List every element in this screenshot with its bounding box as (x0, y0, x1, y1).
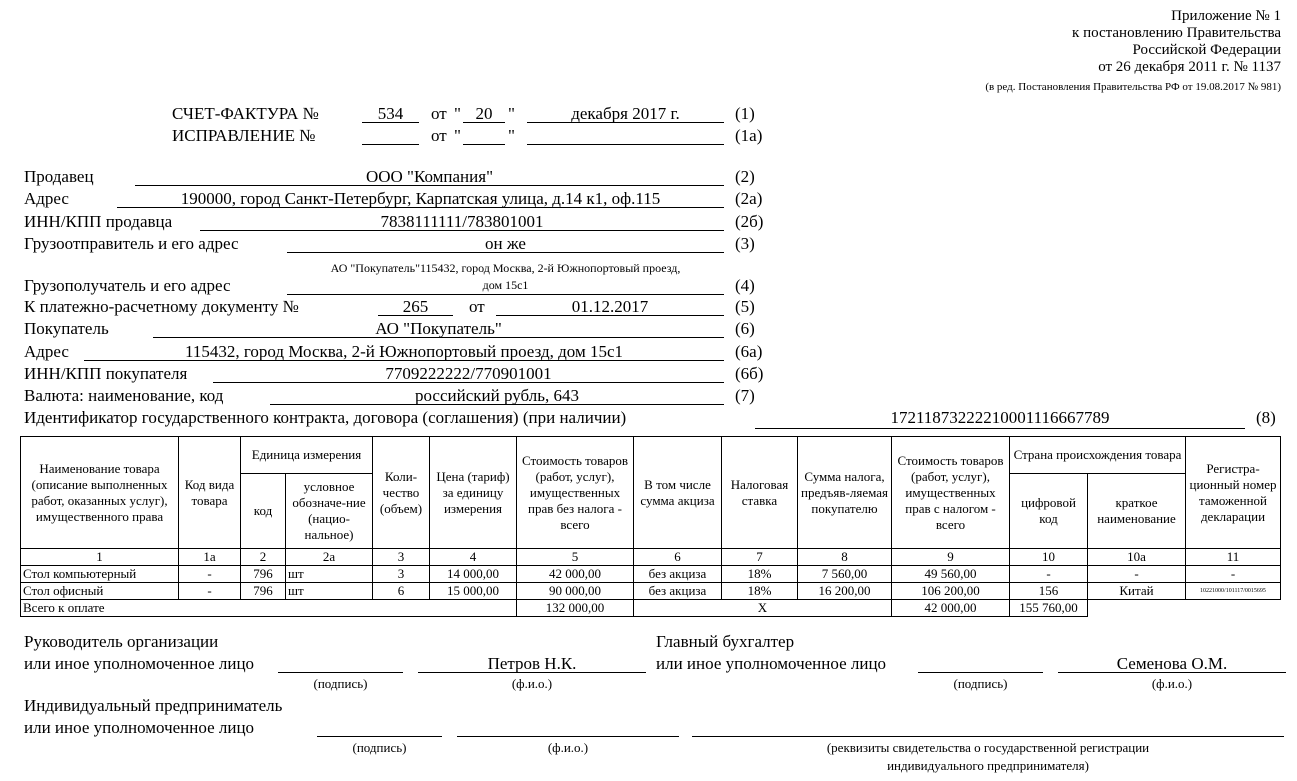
buyer-inn-code: (6б) (735, 364, 764, 383)
cell-country-code: 156 (1010, 583, 1088, 600)
ip-fio-line (457, 736, 679, 737)
accountant-signature-caption: (подпись) (953, 676, 1008, 691)
appendix-line-4: от 26 декабря 2011 г. № 1137 (1098, 59, 1281, 75)
table-row (21, 566, 1281, 583)
invoice-number: 534 (377, 104, 404, 123)
cell-unit-name: шт (286, 583, 373, 600)
table-row (21, 583, 1281, 600)
payment-doc-number: 265 (402, 297, 429, 316)
total-cost: 132 000,00 (517, 600, 634, 617)
col-header-unit: Единица измерения (241, 437, 373, 474)
seller-address-value: 190000, город Санкт-Петербург, Карпатская улица, д.14 к1, оф.115 (180, 189, 661, 208)
contract-code: (8) (1256, 408, 1276, 427)
cell-price: 14 000,00 (430, 566, 517, 583)
col-header-country-name: краткое наименование (1088, 474, 1186, 549)
seller-value: ООО "Компания" (365, 167, 494, 186)
cell-cost: 42 000,00 (517, 566, 634, 583)
shipper-value: он же (485, 234, 526, 253)
col-number: 5 (517, 549, 634, 566)
col-header-cost: Стоимость товаров (работ, услуг), имущественных прав без налога - всего (517, 437, 634, 549)
correction-quote-open: " (454, 126, 461, 145)
col-number: 1 (21, 549, 179, 566)
col-number: 11 (1186, 549, 1281, 566)
col-number: 2а (286, 549, 373, 566)
ip-label-2: или иное уполномоченное лицо (24, 718, 255, 737)
cell-country-name: - (1088, 566, 1186, 583)
col-number: 1а (179, 549, 241, 566)
ip-fio-caption: (ф.и.о.) (547, 740, 589, 755)
col-header-country: Страна происхождения товара (1010, 437, 1186, 474)
seller-address-code: (2а) (735, 189, 763, 208)
cell-unit-code: 796 (241, 566, 286, 583)
cell-customs: - (1186, 566, 1281, 583)
invoice-quote-open: " (454, 104, 461, 123)
col-header-price: Цена (тариф) за единицу измерения (430, 437, 517, 549)
appendix-line-2: к постановлению Правительства (1072, 25, 1281, 41)
head-label-2: или иное уполномоченное лицо (24, 654, 255, 673)
head-signature-caption: (подпись) (313, 676, 368, 691)
seller-address-label: Адрес (24, 189, 69, 208)
buyer-code: (6) (735, 319, 755, 338)
invoice-table (20, 436, 1281, 617)
appendix-title: Приложение № 1 (1171, 8, 1281, 24)
cell-country-name: Китай (1088, 583, 1186, 600)
total-label: Всего к оплате (21, 600, 517, 617)
contract-label: Идентификатор государственного контракта, договора (соглашения) (при наличии) (24, 408, 627, 427)
shipper-code: (3) (735, 234, 755, 253)
buyer-address-label: Адрес (24, 342, 69, 361)
cell-rate: 18% (722, 583, 798, 600)
buyer-inn-value: 7709222222/770901001 (385, 364, 552, 383)
column-numbers-row (21, 549, 1281, 566)
col-number: 7 (722, 549, 798, 566)
payment-doc-ot: от (469, 297, 485, 316)
seller-inn-code: (2б) (735, 212, 764, 231)
currency-code: (7) (735, 386, 755, 405)
cell-kind: - (179, 566, 241, 583)
col-number: 6 (634, 549, 722, 566)
accountant-label-1: Главный бухгалтер (656, 632, 795, 651)
seller-inn-label: ИНН/КПП продавца (24, 212, 173, 231)
invoice-quote-close: " (508, 104, 515, 123)
invoice-code: (1) (735, 104, 755, 123)
payment-doc-label: К платежно-расчетному документу № (24, 297, 299, 316)
invoice-month-year: декабря 2017 г. (571, 104, 680, 123)
consignee-value-line1: АО "Покупатель"115432, город Москва, 2-й Южнопортовый проезд, (330, 261, 681, 275)
col-header-country-code: цифровой код (1010, 474, 1088, 549)
cell-kind: - (179, 583, 241, 600)
invoice-day: 20 (475, 104, 493, 123)
accountant-label-2: или иное уполномоченное лицо (656, 654, 887, 673)
cell-unit-name: шт (286, 566, 373, 583)
ip-label-1: Индивидуальный предприниматель (24, 696, 283, 715)
col-number: 10а (1088, 549, 1186, 566)
ip-signature-caption: (подпись) (352, 740, 407, 755)
head-signature-line (278, 672, 403, 673)
col-header-rate: Налоговая ставка (722, 437, 798, 549)
cell-name: Стол офисный (21, 583, 179, 600)
buyer-address-value: 115432, город Москва, 2-й Южнопортовый проезд, дом 15с1 (185, 342, 623, 361)
col-header-unit-name: условное обозначе-ние (нацио-нальное) (286, 474, 373, 549)
accountant-name: Семенова О.М. (1116, 654, 1228, 673)
cell-excise: без акциза (634, 566, 722, 583)
cell-unit-code: 796 (241, 583, 286, 600)
cell-price: 15 000,00 (430, 583, 517, 600)
seller-label: Продавец (24, 167, 94, 186)
col-number: 3 (373, 549, 430, 566)
cell-qty: 3 (373, 566, 430, 583)
currency-label: Валюта: наименование, код (24, 386, 224, 405)
cell-country-code: - (1010, 566, 1088, 583)
cell-customs: 10221000/101117/0015695 (1186, 583, 1281, 600)
total-x: Х (634, 600, 892, 617)
consignee-code: (4) (735, 276, 755, 295)
currency-value: российский рубль, 643 (415, 386, 579, 405)
col-number: 9 (892, 549, 1010, 566)
payment-doc-date: 01.12.2017 (571, 297, 649, 316)
col-header-unit-code: код (241, 474, 286, 549)
cell-tax: 16 200,00 (798, 583, 892, 600)
buyer-inn-label: ИНН/КПП покупателя (24, 364, 188, 383)
cell-name: Стол компьютерный (21, 566, 179, 583)
buyer-address-code: (6а) (735, 342, 763, 361)
col-number: 2 (241, 549, 286, 566)
col-number: 4 (430, 549, 517, 566)
total-sum: 155 760,00 (1010, 600, 1088, 617)
col-header-tax: Сумма налога, предъяв-ляемая покупателю (798, 437, 892, 549)
correction-title: ИСПРАВЛЕНИЕ № (172, 126, 316, 145)
col-number: 8 (798, 549, 892, 566)
cell-total: 49 560,00 (892, 566, 1010, 583)
cell-qty: 6 (373, 583, 430, 600)
head-fio-caption: (ф.и.о.) (511, 676, 553, 691)
total-row (21, 600, 1281, 617)
col-header-total: Стоимость товаров (работ, услуг), имущественных прав с налогом - всего (892, 437, 1010, 549)
appendix-note: (в ред. Постановления Правительства РФ от 19.08.2017 № 981) (985, 81, 1281, 93)
total-tax: 42 000,00 (892, 600, 1010, 617)
cell-cost: 90 000,00 (517, 583, 634, 600)
head-label-1: Руководитель организации (24, 632, 219, 651)
correction-code: (1а) (735, 126, 763, 145)
accountant-signature-line (918, 672, 1043, 673)
accountant-fio-caption: (ф.и.о.) (1151, 676, 1193, 691)
ip-signature-line (317, 736, 442, 737)
ip-requisites-caption-1: (реквизиты свидетельства о государственной регистрации (826, 740, 1150, 755)
col-header-kind: Код вида товара (179, 437, 241, 549)
buyer-label: Покупатель (24, 319, 109, 338)
col-header-qty: Коли-чество (объем) (373, 437, 430, 549)
head-name: Петров Н.К. (487, 654, 577, 673)
seller-inn-value: 7838111111/783801001 (380, 212, 544, 231)
correction-quote-close: " (508, 126, 515, 145)
ip-requisites-caption-2: индивидуального предпринимателя) (887, 758, 1089, 773)
contract-value: 17211873222210001116667789 (890, 408, 1110, 427)
col-header-name: Наименование товара (описание выполненных работ, оказанных услуг), имущественного права (21, 437, 179, 549)
invoice-ot: от (431, 104, 447, 123)
cell-total: 106 200,00 (892, 583, 1010, 600)
cell-rate: 18% (722, 566, 798, 583)
payment-doc-code: (5) (735, 297, 755, 316)
col-number: 10 (1010, 549, 1088, 566)
appendix-line-3: Российской Федерации (1132, 42, 1281, 58)
col-header-customs: Регистра-ционный номер таможенной декларации (1186, 437, 1281, 549)
consignee-value-line2: дом 15с1 (482, 278, 529, 292)
consignee-label: Грузополучатель и его адрес (24, 276, 231, 295)
shipper-label: Грузоотправитель и его адрес (24, 234, 239, 253)
cell-excise: без акциза (634, 583, 722, 600)
cell-tax: 7 560,00 (798, 566, 892, 583)
seller-code: (2) (735, 167, 755, 186)
ip-requisites-line (692, 736, 1284, 737)
correction-ot: от (431, 126, 447, 145)
col-header-excise: В том числе сумма акциза (634, 437, 722, 549)
buyer-value: АО "Покупатель" (375, 319, 502, 338)
invoice-title: СЧЕТ-ФАКТУРА № (172, 104, 319, 123)
